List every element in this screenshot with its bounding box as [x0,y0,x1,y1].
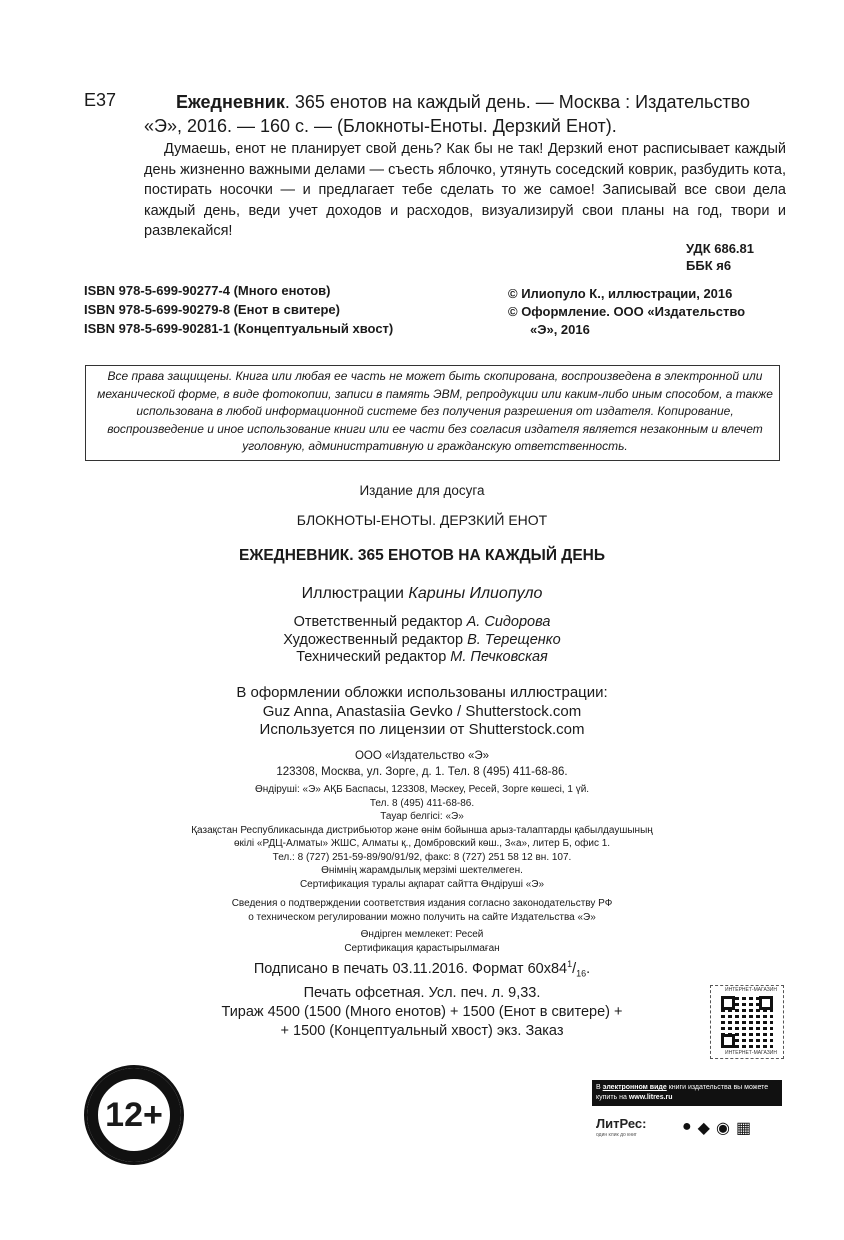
editors-list [0,614,844,667]
qr-corner-icon [721,996,735,1010]
apple-icon: ● [682,1118,692,1135]
print-signed-text: Подписано в печать 03.11.2016. Формат 60x84 [253,960,568,977]
litres-text: В [596,1084,603,1091]
litres-block [592,1080,782,1142]
editor-role: Ответственный редактор [293,614,467,630]
editor-name: А. Сидорова [466,614,551,630]
cert-info [0,897,844,924]
kz-line: Тел.: 8 (727) 251-59-89/90/91/92, факс: 8 (727) 251 58 12 вн. 107. [272,851,572,863]
cert-line: о техническом регулировании можно получить на сайте Издательства «Э» [248,911,596,923]
android-icon: ◆ [697,1120,710,1137]
cert-line: Сведения о подтверждении соответствия издания согласно законодательству РФ [231,898,613,909]
copyright-line: «Э», 2016 [530,322,590,337]
cover-credit-line: Guz Anna, Anastasiia Gevko / Shutterstock.com [262,702,582,720]
print-line: Печать офсетная. Усл. печ. л. 9,33. [303,984,541,1001]
edition-type: Издание для досуга [359,483,485,498]
age-rating: 12+ [101,1082,167,1148]
cover-credits [0,684,844,740]
litres-banner [592,1080,782,1106]
litres-tagline: один клик до книг [596,1132,637,1138]
isbn-item: ISBN 978-5-699-90279-8 (Енот в свитере) [84,302,340,317]
litres-text: книги издательства вы можете [666,1084,769,1091]
editor-name: В. Терещенко [467,631,561,648]
kz-line: Тел. 8 (495) 411-68-86. [369,797,475,809]
series-name: БЛОКНОТЫ-ЕНОТЫ. ДЕРЗКИЙ ЕНОТ [296,512,548,528]
bibliographic-record [144,90,784,138]
cover-credit-line: Используется по лицензии от Shutterstock.com [259,721,585,738]
windows-icon: ▦ [735,1120,752,1137]
kz-line: Өнімнің жарамдылық мерзімі шектелмеген. [321,865,523,876]
editor-role: Технический редактор [296,649,451,665]
illustrations-credit [0,585,844,603]
age-rating-badge [84,1065,184,1165]
origin-line: Өндірген мемлекет: Ресей [360,929,484,940]
litres-url[interactable]: www.litres.ru [628,1094,673,1101]
editor-line [0,649,844,667]
publisher-address: 123308, Москва, ул. Зорге, д. 1. Тел. 8 (495) 411-68-86. [276,766,568,778]
kz-line: Сертификация туралы ақпарат сайтта Өндіруші «Э» [299,878,545,890]
illustrations-label: Иллюстрации [301,585,409,602]
isbn-item: ISBN 978-5-699-90281-1 (Концептуальный хвост) [84,321,394,336]
copyright-line: © Оформление. ООО «Издательство [508,304,746,319]
kz-line: Тауар белгісі: «Э» [380,811,464,822]
biblio-title: Ежедневник [176,92,285,112]
qr-corner-icon [759,996,773,1010]
litres-link[interactable]: электронном виде [602,1084,667,1091]
biblio-line1: . 365 енотов на каждый день. — Москва : Издательство [284,92,751,112]
print-line: + 1500 (Концептуальный хвост) экз. Заказ [280,1022,564,1039]
windows-phone-icon: ◉ [715,1120,730,1137]
litres-text: купить на [596,1094,629,1101]
kz-line: Өндіруші: «Э» АҚБ Баспасы, 123308, Мәскеу, Ресей, Зорге көшесі, 1 үй. [254,784,590,795]
isbn-item: ISBN 978-5-699-90277-4 (Много енотов) [84,283,331,298]
print-signed: Подписано в печать 03.11.2016. Формат $60x84^1/_{16}$. [253,959,591,979]
isbn-list [84,281,393,338]
platform-icons [682,1118,751,1138]
book-title: ЕЖЕДНЕВНИК. 365 ЕНОТОВ НА КАЖДЫЙ ДЕНЬ [239,547,605,564]
rights-notice: Все права защищены. Книга или любая ее часть не может быть скопирована, воспроизведена в электронной или механической форме, в виде фотокопии, записи в память ЭВМ, репродукции или каким-либо иным способом, а также использована в любой информационной системе без получения разрешения от издателя. Копирование, воспроизведение и иное использование книги или ее части без согласия издателя является незаконным и влечет уголовную, административную и гражданскую ответственность. [85,365,780,461]
biblio-line2: «Э», 2016. — 160 с. — (Блокноты-Еноты. Дерзкий Енот). [144,116,617,136]
editor-role: Художественный редактор [283,631,468,648]
qr-code-block [710,985,784,1059]
classification-block [686,240,780,274]
qr-corner-icon [721,1034,735,1048]
kz-info [0,783,844,891]
copyright-line: © Илиопуло К., иллюстрации, 2016 [508,286,733,301]
editor-name: М. Печковская [450,649,548,665]
catalog-code: Е37 [84,90,117,110]
litres-logo: ЛитРес: [596,1116,647,1131]
format-sup: 1 [567,959,573,969]
editor-line [0,614,844,632]
copyright-block [508,285,798,339]
cover-credit-line: В оформлении обложки использованы иллюстрации: [236,684,608,701]
qr-caption: ИНТЕРНЕТ-МАГАЗИН [725,1050,777,1056]
annotation: Думаешь, енот не планирует свой день? Как бы не так! Дерзкий енот расписывает каждый день жизненно важными делами — съесть яблочко, утянуть соседский коврик, разбудить кота, постирать носочки — и предлагает тебе сделать то же самое! Записывай все свои дела каждый день, веди учет доходов и расходов, визуализируй свои планы на год, твори и развлекайся! [144,141,786,239]
editor-line [0,632,844,650]
kz-line: өкілі «РДЦ-Алматы» ЖШС, Алматы қ., Домбровский көш., 3«а», литер Б, офис 1. [233,838,611,849]
origin-info [0,928,844,955]
print-line: Тираж 4500 (1500 (Много енотов) + 1500 (Енот в свитере) + [221,1003,623,1020]
publisher-name: ООО «Издательство «Э» [354,750,490,762]
publisher-info [0,748,844,955]
kz-line: Қазақстан Республикасында дистрибьютор және өнім бойынша арыз-талаптарды қабылдаушының [191,824,653,836]
origin-line: Сертификация қарастырылмаған [344,942,500,954]
udk-code: УДК 686.81 [686,241,754,256]
illustrator-name: Карины Илиопуло [408,585,543,602]
format-sub: 16 [576,968,587,979]
bbk-code: ББК я6 [686,258,732,273]
qr-caption: ИНТЕРНЕТ-МАГАЗИН [725,987,777,993]
